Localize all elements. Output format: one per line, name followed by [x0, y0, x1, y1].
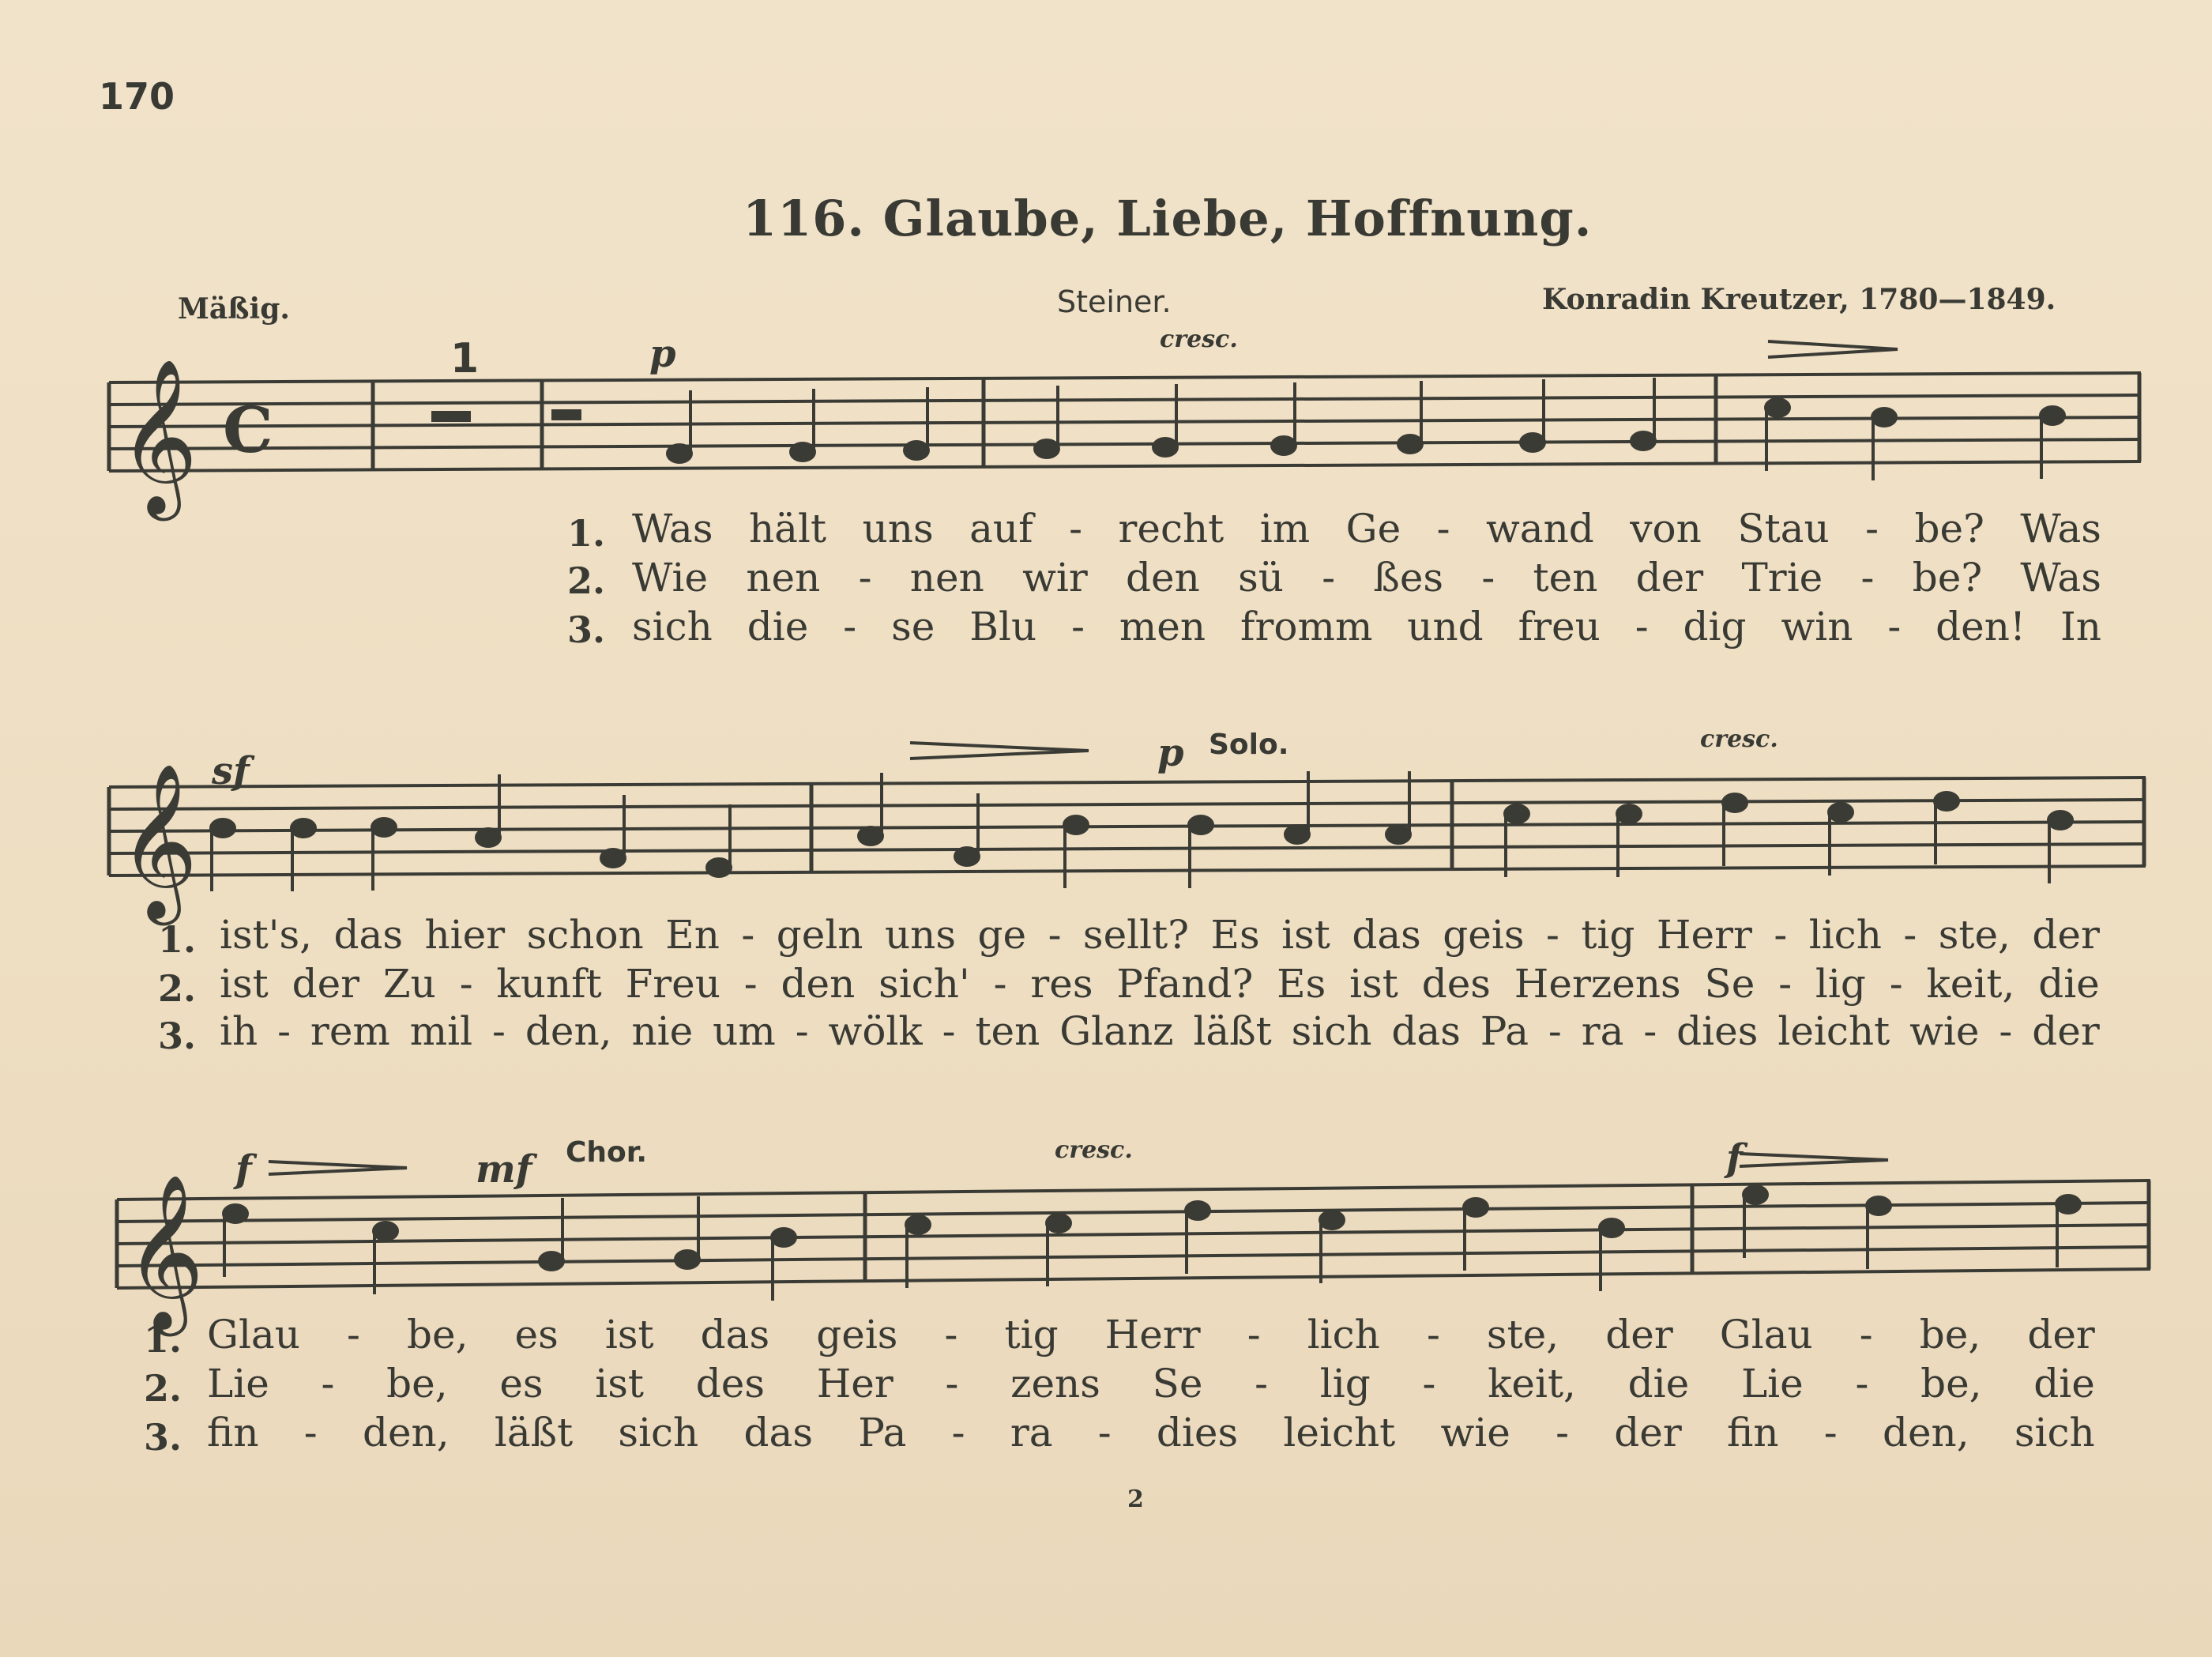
svg-text:𝄞: 𝄞 — [118, 358, 198, 514]
lyric-syllable: ste, — [1486, 1312, 1559, 1358]
lyric-syllable: fromm — [1240, 604, 1373, 650]
lyric-syllable: zens — [1010, 1361, 1100, 1407]
lyric-syllable: ra — [1581, 1008, 1624, 1054]
verse-number: 2. — [144, 1367, 182, 1410]
lyric-syllable: und — [1407, 604, 1484, 650]
lyric-syllable: Es — [1277, 961, 1326, 1007]
lyric-syllable: leicht — [1778, 1008, 1890, 1054]
lyric-syllable: - — [1426, 1312, 1440, 1358]
lyric-syllable: - — [993, 961, 1007, 1007]
lyric-syllable: Her — [816, 1361, 893, 1407]
svg-text:𝄞: 𝄞 — [118, 763, 198, 919]
lyric-syllable: im — [1259, 506, 1311, 552]
lyric-syllable: Ge — [1345, 506, 1401, 552]
composer-credit: Konradin Kreutzer, 1780—1849. — [1542, 283, 2056, 316]
lyric-syllable: fin — [1727, 1410, 1779, 1456]
lyric-syllable: - — [1071, 604, 1085, 650]
lyric-syllable: - — [1247, 1312, 1261, 1358]
lyric-syllable: - — [1481, 555, 1495, 601]
lyric-syllable: - — [1774, 912, 1788, 958]
lyric-syllable: Pfand? — [1116, 961, 1254, 1007]
dynamic-mf: mf — [476, 1147, 532, 1192]
lyric-syllable: von — [1630, 506, 1702, 552]
lyric-syllable: Se — [1152, 1361, 1203, 1407]
lyricist: Steiner. — [1057, 284, 1172, 319]
lyric-syllable: - — [321, 1361, 335, 1407]
lyric-syllable: - — [1823, 1410, 1838, 1456]
lyric-syllable: um — [713, 1008, 776, 1054]
lyric-syllable: be? — [1912, 555, 1983, 601]
lyric-syllable: men — [1119, 604, 1206, 650]
lyric-syllable: des — [695, 1361, 765, 1407]
lyric-syllable: ih — [220, 1008, 258, 1054]
lyric-syllable: nie — [631, 1008, 694, 1054]
lyric-syllable: den, — [362, 1410, 450, 1456]
lyric-syllable: Blu — [969, 604, 1037, 650]
lyric-syllable: - — [303, 1410, 318, 1456]
chor-label: Chor. — [566, 1136, 648, 1169]
lyric-syllable: ist — [1281, 912, 1330, 958]
lyric-syllable: - — [951, 1410, 965, 1456]
lyric-syllable: sich — [2014, 1410, 2095, 1456]
lyric-syllable: den — [1126, 555, 1200, 601]
lyric-syllable: sellt? — [1082, 912, 1190, 958]
lyric-syllable: fin — [207, 1410, 259, 1456]
lyric-syllable: kunft — [496, 961, 602, 1007]
lyric-syllable: be, — [386, 1361, 448, 1407]
lyric-syllable: - — [795, 1008, 809, 1054]
lyric-syllable: - — [1778, 961, 1793, 1007]
lyric-syllable: lich — [1307, 1312, 1380, 1358]
lyric-syllable: sich — [1291, 1008, 1372, 1054]
lyric-syllable: ist — [1349, 961, 1398, 1007]
lyric-syllable: keit, — [1926, 961, 2015, 1007]
lyric-line — [207, 1312, 2095, 1358]
verse-number: 2. — [567, 559, 606, 602]
lyric-syllable: In — [2060, 604, 2101, 650]
lyric-syllable: hier — [424, 912, 506, 958]
lyric-syllable: geln — [776, 912, 863, 958]
lyric-syllable: der — [1614, 1410, 1682, 1456]
verse-number: 1. — [144, 1318, 182, 1361]
lyric-syllable: die — [2038, 961, 2100, 1007]
lyric-syllable: - — [741, 912, 755, 958]
lyric-syllable: ten — [975, 1008, 1040, 1054]
lyric-syllable: - — [1436, 506, 1450, 552]
lyric-syllable: Glau — [207, 1312, 300, 1358]
dynamic-p-1: p — [649, 332, 676, 376]
lyric-syllable: - — [1422, 1361, 1436, 1407]
page-number: 170 — [99, 75, 175, 118]
lyric-syllable: - — [858, 555, 872, 601]
song-title: 116. Glaube, Liebe, Hoffnung. — [743, 190, 1593, 247]
signature-mark: 2 — [1127, 1486, 1144, 1513]
lyric-syllable: - — [1545, 912, 1559, 958]
verse-number: 1. — [158, 918, 197, 961]
staff-lines-3 — [117, 1181, 2150, 1288]
lyric-syllable: Herr — [1104, 1312, 1201, 1358]
lyric-syllable: ist — [220, 961, 269, 1007]
lyric-syllable: - — [459, 961, 473, 1007]
lyric-syllable: Was — [2020, 506, 2101, 552]
lyric-line — [632, 506, 2101, 552]
lyric-syllable: tig — [1581, 912, 1635, 958]
lyric-syllable: mil — [409, 1008, 473, 1054]
lyric-syllable: sü — [1238, 555, 1284, 601]
dynamic-cresc-1: cresc. — [1160, 326, 1238, 353]
lyric-syllable: ist — [604, 1312, 654, 1358]
lyric-syllable: der — [2027, 1312, 2095, 1358]
lyric-syllable: - — [843, 604, 857, 650]
lyric-syllable: keit, — [1488, 1361, 1576, 1407]
lyric-syllable: - — [1859, 1312, 1873, 1358]
lyric-syllable: En — [665, 912, 720, 958]
lyric-syllable: - — [944, 1312, 958, 1358]
tempo-marking: Mäßig. — [178, 292, 290, 326]
lyric-syllable: hält — [748, 506, 827, 552]
lyric-syllable: es — [514, 1312, 559, 1358]
verse-number: 3. — [144, 1416, 182, 1459]
lyric-syllable: uns — [884, 912, 957, 958]
lyric-syllable: das — [700, 1312, 770, 1358]
lyric-syllable: - — [347, 1312, 360, 1358]
lyric-syllable: Es — [1210, 912, 1260, 958]
lyric-syllable: Trie — [1741, 555, 1823, 601]
lyric-syllable: wie — [1440, 1410, 1510, 1456]
lyric-syllable: - — [1865, 506, 1879, 552]
lyric-syllable: Freu — [625, 961, 720, 1007]
verse-number: 2. — [158, 967, 197, 1010]
lyric-syllable: nen — [746, 555, 821, 601]
lyric-syllable: es — [499, 1361, 544, 1407]
lyric-syllable: der — [1605, 1312, 1673, 1358]
lyric-syllable: lig — [1319, 1361, 1371, 1407]
lyric-syllable: sich — [632, 604, 713, 650]
lyric-syllable: dies — [1156, 1410, 1239, 1456]
lyric-syllable: der — [2032, 1008, 2100, 1054]
lyric-syllable: Pa — [1480, 1008, 1529, 1054]
svg-text:𝄞: 𝄞 — [125, 1173, 205, 1330]
verse-number: 3. — [567, 608, 606, 651]
lyric-syllable: der — [1635, 555, 1704, 601]
lyric-line — [207, 1361, 2095, 1407]
lyric-syllable: - — [1548, 1008, 1562, 1054]
lyric-syllable: Lie — [1740, 1361, 1804, 1407]
lyric-syllable: - — [1635, 604, 1649, 650]
lyric-syllable: Lie — [207, 1361, 269, 1407]
lyric-syllable: ist — [595, 1361, 645, 1407]
lyric-syllable: Was — [632, 506, 713, 552]
lyric-syllable: - — [942, 1008, 956, 1054]
lyric-syllable: be, — [406, 1312, 468, 1358]
lyric-syllable: wie — [1909, 1008, 1980, 1054]
verse-number: 1. — [567, 512, 606, 555]
lyric-syllable: den, — [525, 1008, 612, 1054]
lyric-line — [632, 604, 2101, 650]
lyric-syllable: Pa — [858, 1410, 907, 1456]
lyric-syllable: geis — [816, 1312, 898, 1358]
lyric-syllable: die — [2033, 1361, 2095, 1407]
lyric-syllable: uns — [862, 506, 934, 552]
lyric-syllable: - — [1069, 506, 1083, 552]
lyric-syllable: läßt — [1193, 1008, 1272, 1054]
lyric-syllable: geis — [1443, 912, 1525, 958]
dynamic-sf: sf — [212, 749, 250, 793]
lyric-syllable: be, — [1920, 1361, 1982, 1407]
lyric-syllable: be, — [1919, 1312, 1981, 1358]
lyric-syllable: - — [1903, 912, 1917, 958]
lyric-syllable: Glau — [1719, 1312, 1813, 1358]
lyric-syllable: wir — [1022, 555, 1088, 601]
svg-text:C: C — [223, 393, 273, 467]
lyric-syllable: wölk — [828, 1008, 923, 1054]
lyric-syllable: die — [747, 604, 809, 650]
lyric-syllable: dies — [1676, 1008, 1759, 1054]
lyric-syllable: recht — [1118, 506, 1224, 552]
staff-lines-1 — [109, 373, 2141, 471]
lyric-syllable: läßt — [494, 1410, 574, 1456]
measure-number: 1 — [450, 335, 480, 382]
lyric-syllable: Wie — [632, 555, 709, 601]
lyric-syllable: - — [743, 961, 758, 1007]
lyric-syllable: Zu — [382, 961, 436, 1007]
lyric-syllable: leicht — [1283, 1410, 1396, 1456]
lyric-syllable: Glanz — [1059, 1008, 1174, 1054]
lyric-syllable: se — [891, 604, 935, 650]
lyric-syllable: freu — [1518, 604, 1601, 650]
lyric-syllable: Was — [2020, 555, 2101, 601]
lyric-syllable: - — [1556, 1410, 1570, 1456]
lyric-syllable: ten — [1533, 555, 1598, 601]
dynamic-f-1: f — [235, 1147, 252, 1192]
lyric-syllable: - — [1889, 961, 1903, 1007]
lyric-line — [220, 1008, 2100, 1054]
lyric-syllable: - — [1255, 1361, 1269, 1407]
lyric-syllable: lich — [1808, 912, 1882, 958]
dynamic-cresc-2: cresc. — [1700, 725, 1778, 753]
lyric-syllable: - — [1887, 604, 1902, 650]
lyric-line — [632, 555, 2101, 601]
lyric-syllable: wand — [1486, 506, 1594, 552]
lyric-syllable: - — [945, 1361, 959, 1407]
lyric-syllable: rem — [310, 1008, 390, 1054]
lyric-syllable: den, — [1882, 1410, 1969, 1456]
lyric-line — [220, 961, 2100, 1007]
lyric-syllable: - — [492, 1008, 506, 1054]
lyric-syllable: des — [1421, 961, 1491, 1007]
lyric-syllable: be? — [1914, 506, 1984, 552]
solo-label: Solo. — [1209, 729, 1289, 761]
dynamic-p-2: p — [1157, 731, 1184, 775]
lyric-syllable: der — [2032, 912, 2100, 958]
lyric-line — [220, 912, 2100, 958]
lyric-syllable: ist's, — [220, 912, 313, 958]
lyric-syllable: - — [277, 1008, 292, 1054]
lyric-syllable: Se — [1704, 961, 1755, 1007]
lyric-syllable: ra — [1010, 1410, 1053, 1456]
lyric-syllable: den! — [1936, 604, 2026, 650]
lyric-syllable: ge — [977, 912, 1027, 958]
lyric-syllable: das — [333, 912, 403, 958]
lyric-syllable: - — [1097, 1410, 1112, 1456]
lyric-syllable: das — [743, 1410, 813, 1456]
lyric-syllable: schon — [526, 912, 644, 958]
verse-number: 3. — [158, 1015, 197, 1057]
dynamic-f-2: f — [1726, 1136, 1743, 1181]
lyric-syllable: - — [1048, 912, 1062, 958]
lyric-syllable: auf — [969, 506, 1033, 552]
lyric-syllable: - — [1322, 555, 1336, 601]
lyric-syllable: tig — [1004, 1312, 1059, 1358]
lyric-syllable: der — [292, 961, 360, 1007]
lyric-syllable: dig — [1683, 604, 1747, 650]
lyric-syllable: sich — [618, 1410, 699, 1456]
lyric-syllable: lig — [1815, 961, 1866, 1007]
lyric-syllable: sich' — [878, 961, 970, 1007]
staff-lines-2 — [109, 778, 2146, 876]
lyric-syllable: - — [1855, 1361, 1869, 1407]
lyric-syllable: ßes — [1373, 555, 1444, 601]
lyric-syllable: Herr — [1656, 912, 1752, 958]
lyric-syllable: das — [1391, 1008, 1461, 1054]
lyric-syllable: Herzens — [1514, 961, 1681, 1007]
lyric-syllable: res — [1030, 961, 1093, 1007]
lyric-line — [207, 1410, 2095, 1456]
lyric-syllable: - — [1643, 1008, 1657, 1054]
lyric-syllable: den — [781, 961, 856, 1007]
lyric-syllable: nen — [909, 555, 984, 601]
dynamic-cresc-3: cresc. — [1055, 1136, 1133, 1164]
lyric-syllable: ste, — [1938, 912, 2011, 958]
lyric-syllable: die — [1627, 1361, 1690, 1407]
lyric-syllable: win — [1781, 604, 1853, 650]
lyric-syllable: - — [1860, 555, 1875, 601]
lyric-syllable: - — [1999, 1008, 2013, 1054]
lyric-syllable: das — [1352, 912, 1421, 958]
lyric-syllable: Stau — [1737, 506, 1830, 552]
